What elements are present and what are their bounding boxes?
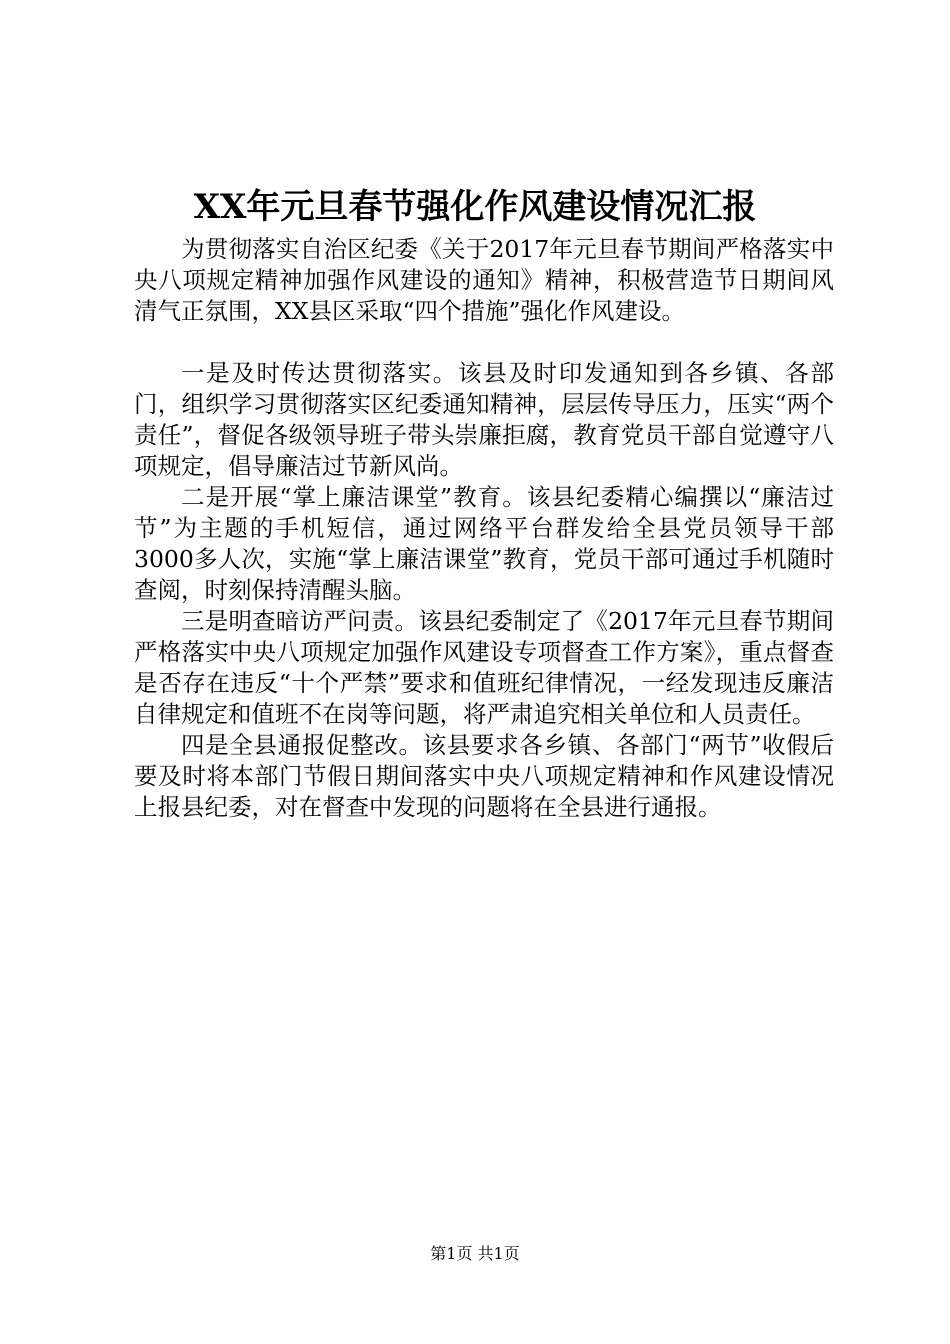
paragraph-intro: 为贯彻落实自治区纪委《关于2017年元旦春节期间严格落实中央八项规定精神加强作风建设的通知》精神，积极营造节日期间风清气正氛围，XX县区采取“四个措施”强化作风建设。 [134, 235, 834, 325]
document-title: XX年元旦春节强化作风建设情况汇报 [193, 187, 757, 227]
page-footer: 第1页 共1页 [430, 1244, 520, 1263]
paragraph-measure-3: 三是明查暗访严问责。该县纪委制定了《2017年元旦春节期间严格落实中央八项规定加强作风建设专项督查工作方案》，重点督查是否存在违反“十个严禁”要求和值班纪律情况，一经发现违反廉洁自律规定和值班不在岗等问题，将严肃追究相关单位和人员责任。 [134, 607, 834, 728]
paragraph-measure-1: 一是及时传达贯彻落实。该县及时印发通知到各乡镇、各部门，组织学习贯彻落实区纪委通知精神，层层传导压力，压实“两个责任”，督促各级领导班子带头崇廉拒腐，教育党员干部自觉遵守八项规定，倡导廉洁过节新风尚。 [134, 359, 834, 480]
paragraph-measure-2: 二是开展“掌上廉洁课堂”教育。该县纪委精心编撰以“廉洁过节”为主题的手机短信，通过网络平台群发给全县党员领导干部3000多人次，实施“掌上廉洁课堂”教育，党员干部可通过手机随时查阅，时刻保持清醒头脑。 [134, 483, 834, 604]
paragraph-measure-4: 四是全县通报促整改。该县要求各乡镇、各部门“两节”收假后要及时将本部门节假日期间落实中央八项规定精神和作风建设情况上报县纪委，对在督查中发现的问题将在全县进行通报。 [134, 731, 834, 821]
document-body [134, 234, 834, 823]
